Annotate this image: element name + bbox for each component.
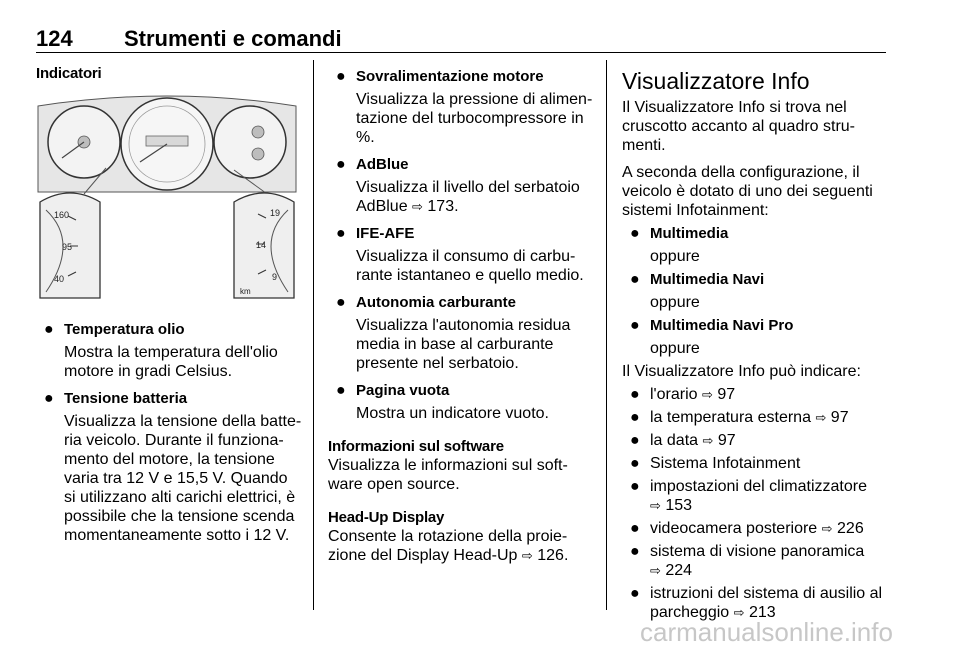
info-item: ● l'orario ⇨ 97 [630, 386, 736, 403]
system-name: Multimedia Navi Pro [650, 317, 794, 334]
software-info-title: Informazioni sul software [328, 438, 504, 455]
system-item [622, 316, 888, 358]
bullet-text-line: momentaneamente sotto i 12 V. [64, 527, 290, 544]
bullet-icon: ● [336, 68, 346, 85]
bullet-text-line: %. [356, 129, 375, 146]
config-line: sistemi Infotainment: [622, 202, 769, 219]
bullet-text-line: media in base al carburante [356, 336, 554, 353]
bullet-text-line: presente nel serbatoio. [356, 355, 519, 372]
info-item: ● la data ⇨ 97 [630, 432, 736, 449]
left-gauge-label-160: 160 [54, 210, 70, 220]
bullet-text-line: varia tra 12 V e 15,5 V. Quando [64, 470, 288, 487]
bullet-text-line: Visualizza il livello del serbatoio [356, 179, 580, 196]
instrument-cluster-figure [36, 92, 298, 302]
bullet-icon: ● [336, 382, 346, 399]
bullet-icon: ● [630, 386, 640, 403]
right-gauge-unit: km [240, 287, 251, 296]
can-show-line: Il Visualizzatore Info può indicare: [622, 363, 861, 380]
right-gauge-label-9: 9 [272, 272, 278, 282]
bullet-icon: ● [630, 432, 640, 449]
system-name: Multimedia [650, 225, 729, 242]
page-ref-link[interactable]: 97 [717, 432, 736, 449]
system-name: Multimedia Navi [650, 271, 765, 288]
bullet-icon: ● [336, 294, 346, 311]
left-gauge-label-95: 95 [62, 242, 73, 252]
intro-line: Il Visualizzatore Info si trova nel [622, 99, 847, 116]
bullet-icon: ● [630, 520, 640, 537]
hud-line: zione del Display Head-Up ⇨ 126. [328, 547, 569, 564]
bullet-text-line: Visualizza la tensione della batte- [64, 413, 302, 430]
info-item: ● Sistema Infotainment [630, 455, 801, 472]
page-ref-link[interactable]: 226 [837, 520, 864, 537]
hud-title: Head-Up Display [328, 509, 445, 526]
bullet-text-line: motore in gradi Celsius. [64, 363, 233, 380]
intro-line: cruscotto accanto al quadro stru- [622, 118, 856, 135]
column-1 [36, 64, 306, 83]
bullet-text-line: possibile che la tensione scenda [64, 508, 295, 525]
system-sub: oppure [650, 248, 700, 265]
bullet-icon: ● [336, 156, 346, 173]
bullet-icon: ● [630, 455, 640, 472]
intro-line: menti. [622, 137, 666, 154]
bullet-text-line: Visualizza l'autonomia residua [356, 317, 571, 334]
bullet-title: Pagina vuota [356, 382, 450, 399]
page-ref-arrow-icon: ⇨ [815, 410, 827, 425]
page-ref-arrow-icon: ⇨ [650, 563, 661, 578]
config-line: A seconda della configurazione, il [622, 164, 860, 181]
bullet-icon: ● [630, 478, 640, 495]
column-divider-2 [606, 60, 607, 610]
info-item: ● impostazioni del climatizzatore ⇨ 153 [630, 478, 867, 514]
bullet-text-line: Visualizza il consumo di carbu- [356, 248, 576, 265]
bullet-text-line: mento del motore, la tensione [64, 451, 275, 468]
system-sub: oppure [650, 340, 700, 357]
bullet-icon: ● [44, 390, 54, 407]
section-title-indicatori: Indicatori [36, 65, 102, 82]
system-item [622, 270, 888, 312]
info-item: ● la temperatura esterna ⇨ 97 [630, 409, 849, 426]
left-gauge-label-40: 40 [54, 274, 65, 284]
bullet-icon: ● [630, 585, 640, 602]
bullet-title: Autonomia carburante [356, 294, 517, 311]
bullet-title: Sovralimentazione motore [356, 68, 544, 85]
bullet-icon: ● [630, 409, 640, 426]
bullet-title: Temperatura olio [64, 321, 185, 338]
page-ref-link[interactable]: 97 [717, 386, 736, 403]
column-3 [622, 68, 888, 622]
bullet-icon: ● [630, 543, 640, 560]
page-ref-arrow-icon: ⇨ [412, 199, 423, 214]
page-title: Strumenti e comandi [124, 26, 342, 51]
bullet-text-line: si utilizzano alti carichi elettrici, è [64, 489, 296, 506]
bullet-icon: ● [44, 321, 54, 338]
bullet-empty-page [328, 381, 600, 423]
software-info-line: Visualizza le informazioni sul soft- [328, 457, 568, 474]
page-ref-link[interactable]: 213 [748, 604, 776, 621]
info-item: ● istruzioni del sistema di ausilio al parcheggio ⇨ 213 [630, 585, 883, 621]
page-header [36, 26, 886, 53]
bullet-title: IFE-AFE [356, 225, 415, 242]
page-ref-link[interactable]: 224 [665, 562, 693, 579]
bullet-text-line: Visualizza la pressione di alimen- [356, 91, 593, 108]
watermark: carmanualsonline.info [640, 617, 893, 647]
bullet-icon: ● [336, 225, 346, 242]
page-number: 124 [36, 26, 73, 51]
config-line: veicolo è dotato di uno dei seguenti [622, 183, 873, 200]
system-item [622, 224, 888, 266]
info-display-title: Visualizzatore Info [622, 68, 810, 94]
bullet-turbo-boost [328, 67, 600, 147]
software-info-line: ware open source. [328, 476, 460, 493]
page-ref-arrow-icon: ⇨ [701, 387, 713, 402]
bullet-text-line: tazione del turbocompressore in [356, 110, 584, 127]
bullet-icon: ● [630, 317, 640, 334]
right-gauge-label-19: 19 [270, 208, 281, 218]
bullet-text-line: Mostra la temperatura dell'olio [64, 344, 278, 361]
page-ref-arrow-icon: ⇨ [650, 498, 661, 513]
column-1-bullets [36, 320, 308, 545]
page-ref-arrow-icon: ⇨ [702, 433, 714, 448]
bullet-title: Tensione batteria [64, 390, 188, 407]
bullet-ife-afe [328, 224, 600, 285]
bullet-title: AdBlue [356, 156, 409, 173]
page-ref-arrow-icon: ⇨ [521, 548, 533, 563]
page-ref-arrow-icon: ⇨ [821, 521, 833, 536]
bullet-text-line: ria veicolo. Durante il funziona- [64, 432, 284, 449]
bullet-adblue [328, 155, 600, 216]
info-item: ● videocamera posteriore ⇨ 226 [630, 520, 864, 537]
bullet-icon: ● [630, 225, 640, 242]
page-ref-link[interactable]: 97 [830, 409, 849, 426]
page-ref-link[interactable]: 126. [537, 547, 569, 564]
page-ref-arrow-icon: ⇨ [733, 605, 745, 620]
bullet-oil-temperature [36, 320, 308, 381]
page-ref-link[interactable]: 153 [665, 497, 693, 514]
column-divider-1 [313, 60, 314, 610]
bullet-fuel-range [328, 293, 600, 373]
bullet-text-line: Mostra un indicatore vuoto. [356, 405, 549, 422]
info-item: ● sistema di visione panoramica ⇨ 224 [630, 543, 865, 579]
hud-line: Consente la rotazione della proie- [328, 528, 568, 545]
bullet-text-line: AdBlue ⇨ 173. [356, 198, 459, 215]
bullet-battery-voltage [36, 389, 308, 545]
system-sub: oppure [650, 294, 700, 311]
right-gauge-label-14: 14 [256, 240, 267, 250]
bullet-icon: ● [630, 271, 640, 288]
bullet-text-line: rante istantaneo e quello medio. [356, 267, 584, 284]
page-ref-link[interactable]: 173. [427, 198, 459, 215]
column-2 [328, 67, 600, 565]
